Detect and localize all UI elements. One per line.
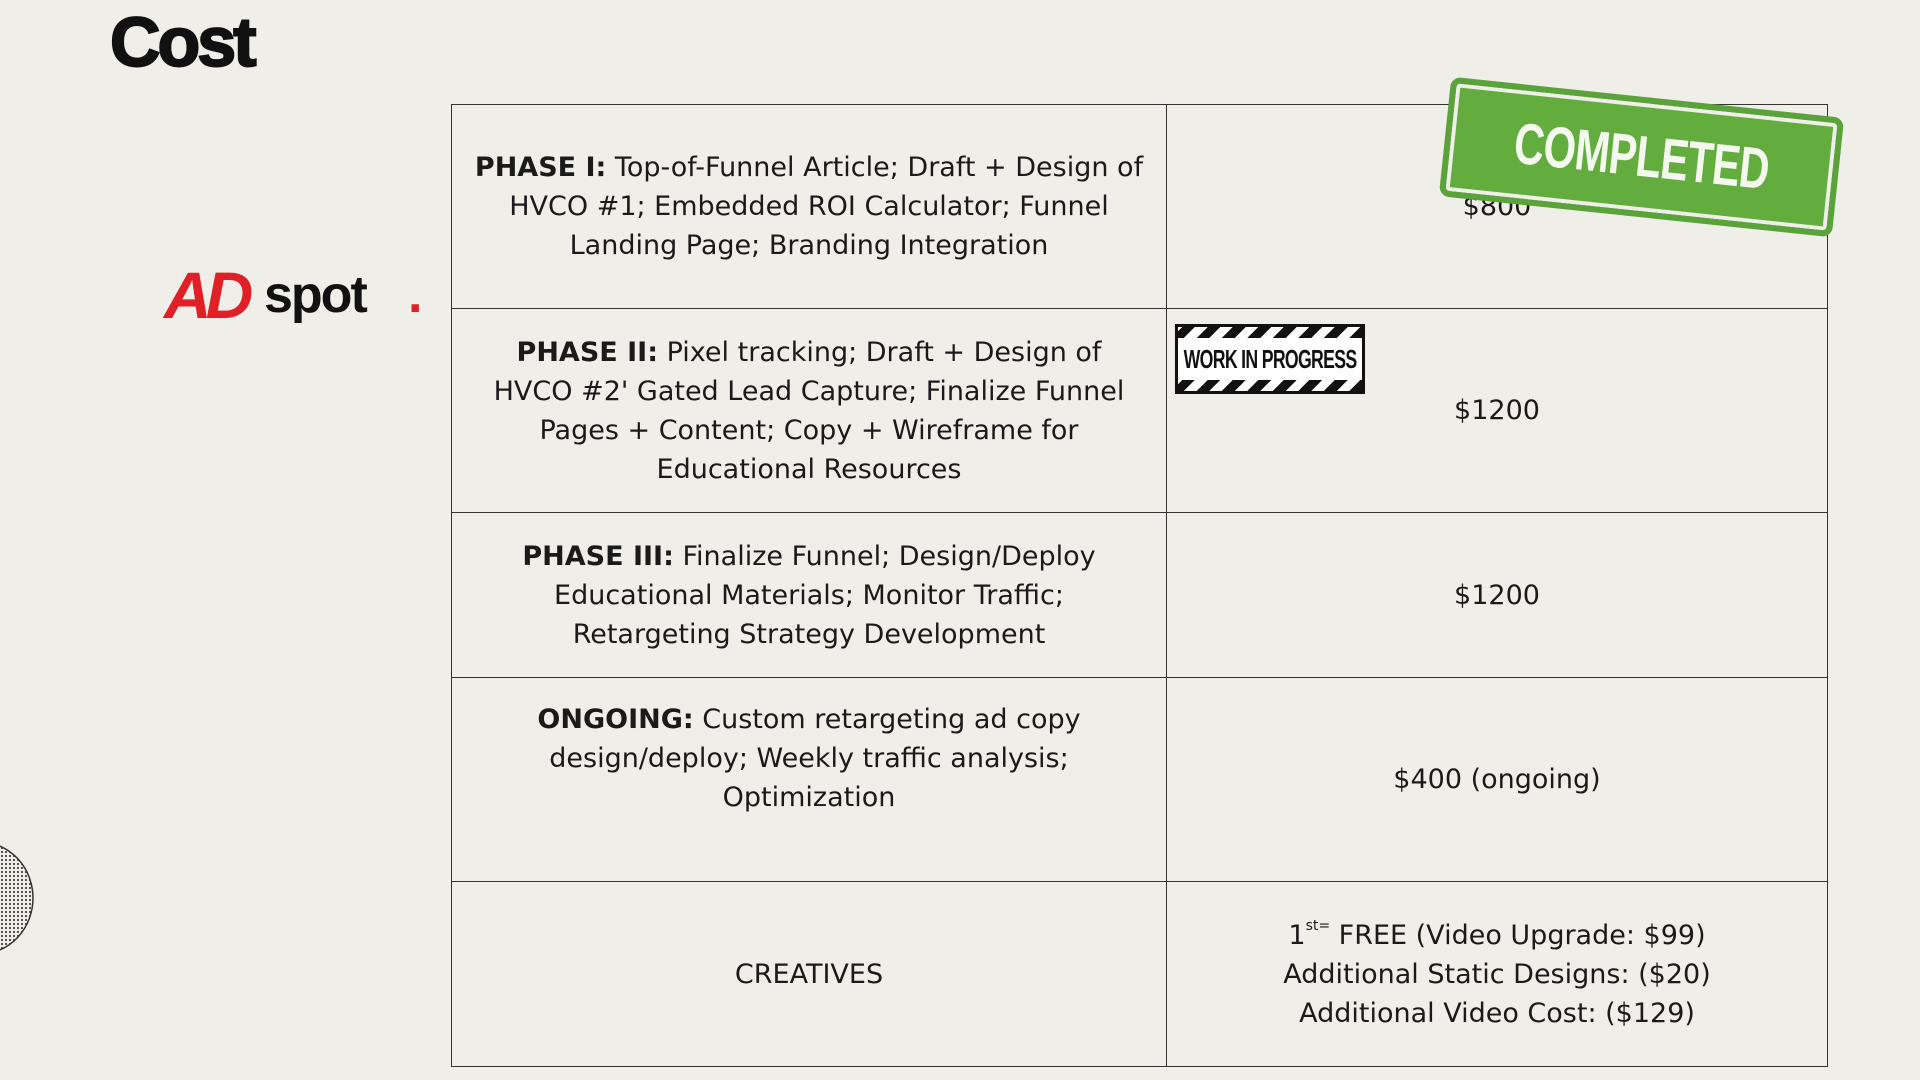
phase-text: Finalize Funnel; Design/Deploy Educational Materials; Monitor Traffic; Retargeting Strategy Development xyxy=(554,540,1096,650)
ongoing-price-cell xyxy=(1167,678,1828,882)
table-row xyxy=(452,105,1828,309)
logo-dot: . xyxy=(408,266,423,324)
cost-table xyxy=(451,104,1828,1067)
phase-2-description xyxy=(452,309,1167,513)
creatives-price-cell xyxy=(1167,882,1828,1067)
phase-text: Custom retargeting ad copy design/deploy; Weekly traffic analysis; Optimization xyxy=(549,704,1081,813)
phase-text: Pixel tracking; Draft + Design of HVCO #2' Gated Lead Capture; Finalize Funnel Pages + Content; Copy + Wireframe for Educational Resources xyxy=(493,336,1125,485)
creatives-line-1: $1^{st=}$ FREE (Video Upgrade: $99) xyxy=(1288,917,1706,951)
phase-2-price: $1200 xyxy=(1454,395,1540,426)
phase-1-price-cell xyxy=(1167,105,1828,309)
table-row xyxy=(452,513,1828,678)
work-in-progress-stamp: WORK IN PROGRESS xyxy=(1175,324,1365,394)
phase-3-price-cell xyxy=(1167,513,1828,678)
halftone-decoration xyxy=(0,838,35,958)
table-row xyxy=(452,309,1828,513)
phase-1-description xyxy=(452,105,1167,309)
phase-3-price: $1200 xyxy=(1454,579,1540,611)
phase-label: PHASE II: xyxy=(516,336,658,368)
phase-2-price-cell xyxy=(1167,309,1828,513)
creatives-line-2: Additional Static Designs: ($20) xyxy=(1283,958,1711,990)
creatives-line-3: Additional Video Cost: ($129) xyxy=(1299,997,1695,1029)
table-row xyxy=(452,678,1828,882)
ongoing-description xyxy=(452,678,1167,882)
logo-ad-text: AD xyxy=(164,258,248,328)
logo-spot-text: spot xyxy=(264,266,366,324)
phase-label: ONGOING: xyxy=(537,704,694,735)
page-title: Cost xyxy=(110,3,254,81)
phase-label: PHASE I: xyxy=(474,152,607,183)
phase-1-price: $800 xyxy=(1462,191,1532,222)
table-row xyxy=(452,882,1828,1067)
creatives-label: CREATIVES xyxy=(452,882,1167,1067)
phase-3-description xyxy=(452,513,1167,678)
ongoing-price: $400 (ongoing) xyxy=(1393,764,1601,795)
adspot-logo xyxy=(162,258,432,328)
phase-label: PHASE III: xyxy=(522,540,674,572)
completed-stamp: COMPLETED xyxy=(1439,77,1845,238)
phase-text: Top-of-Funnel Article; Draft + Design of HVCO #1; Embedded ROI Calculator; Funnel Landing Page; Branding Integration xyxy=(509,152,1144,261)
